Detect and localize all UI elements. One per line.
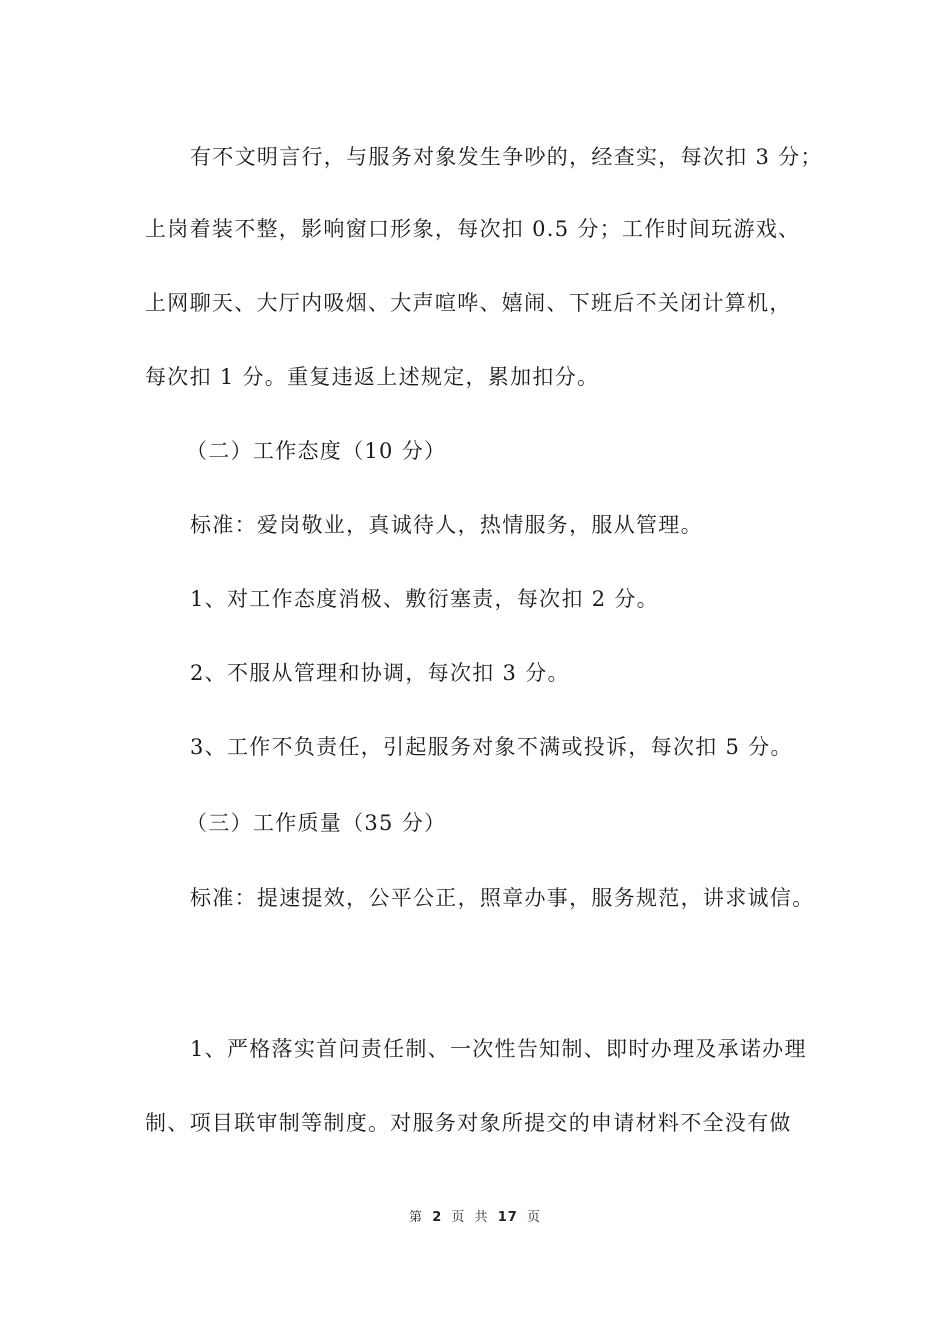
paragraph-line: 制、项目联审制等制度。对服务对象所提交的申请材料不全没有做	[145, 1111, 792, 1135]
paragraph-line: 上网聊天、大厅内吸烟、大声喧哗、嬉闹、下班后不关闭计算机，	[145, 291, 792, 315]
footer-total-word: 共	[474, 1210, 489, 1225]
standard-line: 标准：爱岗敬业，真诚待人，热情服务，服从管理。	[190, 513, 703, 537]
paragraph-line: 有不文明言行，与服务对象发生争吵的，经查实，每次扣 3 分；	[190, 145, 823, 169]
footer-prefix: 第	[409, 1210, 424, 1225]
current-page-number: 2	[432, 1210, 443, 1225]
list-item: 1、对工作态度消极、敷衍塞责，每次扣 2 分。	[190, 587, 659, 611]
footer-page-word: 页	[451, 1210, 466, 1225]
paragraph-line: 上岗着装不整，影响窗口形象，每次扣 0.5 分；工作时间玩游戏、	[145, 217, 801, 241]
paragraph-line: 每次扣 1 分。重复违返上述规定，累加扣分。	[145, 365, 600, 389]
standard-line: 标准：提速提效，公平公正，照章办事，服务规范，讲求诚信。	[190, 886, 815, 910]
list-item: 1、严格落实首问责任制、一次性告知制、即时办理及承诺办理	[190, 1037, 807, 1061]
list-item: 2、不服从管理和协调，每次扣 3 分。	[190, 661, 570, 685]
list-item: 3、工作不负责任，引起服务对象不满或投诉，每次扣 5 分。	[190, 735, 793, 759]
section-heading: （三）工作质量（35 分）	[186, 811, 447, 835]
page-footer	[0, 1208, 950, 1228]
footer-suffix: 页	[526, 1210, 541, 1225]
total-pages-number: 17	[497, 1210, 518, 1225]
section-heading: （二）工作态度（10 分）	[186, 439, 447, 463]
